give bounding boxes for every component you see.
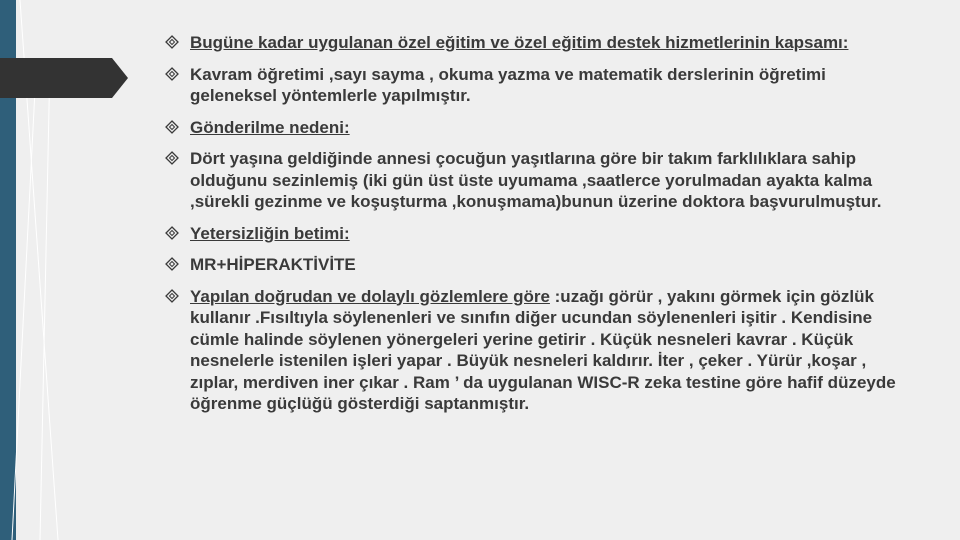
diamond-bullet-icon: [165, 257, 179, 271]
list-item: [160, 148, 900, 213]
diamond-bullet-icon: [165, 120, 179, 134]
list-item: [160, 286, 900, 415]
list-item: [160, 223, 900, 245]
list-item: [160, 64, 900, 107]
item-text: Dört yaşına geldiğinde annesi çocuğun yaşıtlarına göre bir takım farklılıklara sahip olduğunu sezinlemiş (iki gün üst üste uyumama ,saatlerce yorulmadan ayakta kalma ,sürekli gezinme ve koşuşturma ,konuşmama)bunun üzerine doktora başvurulmuştur.: [190, 149, 882, 211]
diamond-bullet-icon: [165, 289, 179, 303]
title-tab-shape: [0, 58, 130, 98]
item-text: Kavram öğretimi ,sayı sayma , okuma yazma ve matematik derslerinin öğretimi geleneksel yöntemlerle yapılmıştır.: [190, 64, 826, 105]
list-item: [160, 117, 900, 139]
diamond-bullet-icon: [165, 226, 179, 240]
bullet-list: [160, 32, 900, 425]
underlined-text: Bugüne kadar uygulanan özel eğitim ve özel eğitim destek hizmetlerinin kapsamı:: [190, 33, 849, 52]
list-item: [160, 32, 900, 54]
list-item: [160, 254, 900, 276]
diamond-bullet-icon: [165, 151, 179, 165]
item-text: :uzağı görür , yakını görmek için gözlük kullanır .Fısıltıyla söylenenleri ve sınıfın diğer ucundan söylenenleri işitir . Kendisine cümle halinde söylenen yönergeleri yerine getirir . Küçük nesneleri kavrar . Küçük nesnelerle istenilen işleri yapar . Büyük nesneleri kaldırır. İter , çeker . Yürür ,koşar , zıplar, merdiven iner çıkar . Ram ’ da uygulanan WISC-R zeka testine göre hafif düzeyde öğrenme güçlüğü gösterdiği saptanmıştır.: [190, 286, 896, 413]
diamond-bullet-icon: [165, 35, 179, 49]
diamond-bullet-icon: [165, 67, 179, 81]
underlined-text: Yetersizliğin betimi:: [190, 223, 350, 243]
underlined-text: Gönderilme nedeni:: [190, 117, 350, 137]
item-text: MR+HİPERAKTİVİTE: [190, 255, 356, 274]
underlined-text: Yapılan doğrudan ve dolaylı gözlemlere göre: [190, 286, 550, 306]
